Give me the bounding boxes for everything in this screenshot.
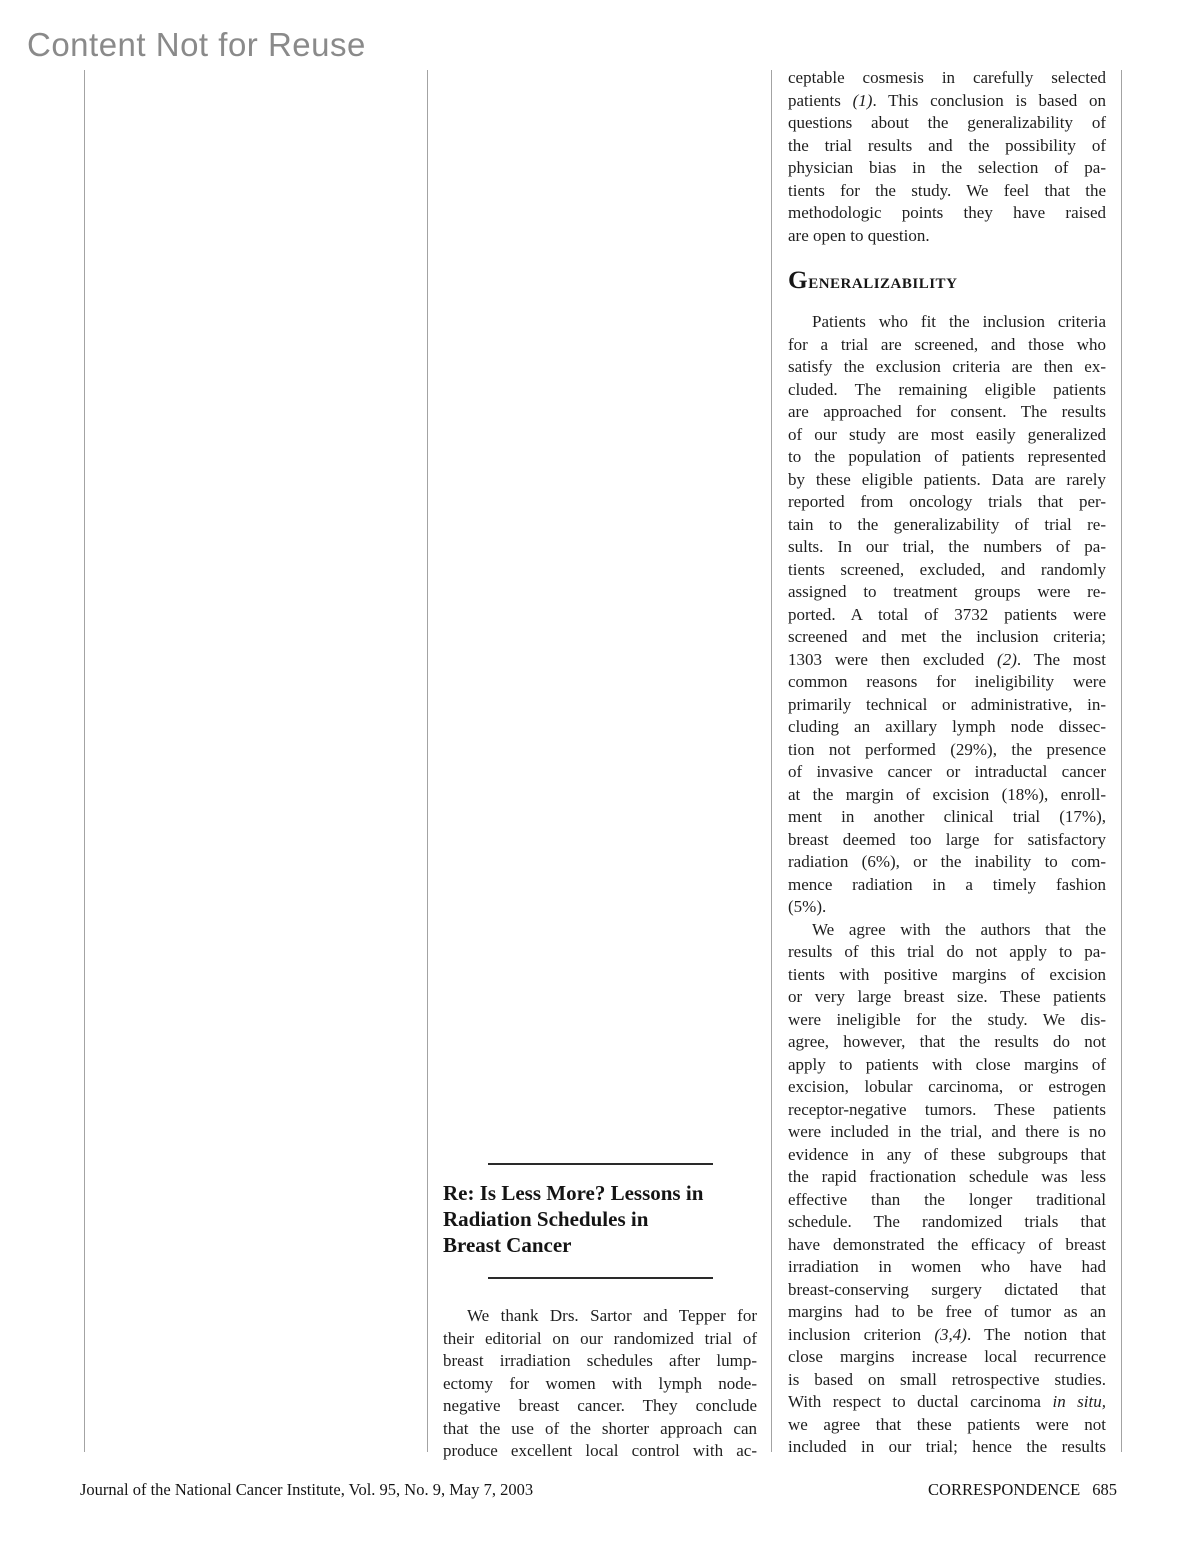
title-rule-top: [488, 1163, 713, 1165]
text-line: ceptable cosmesis in carefully selected: [788, 68, 1106, 87]
text-line: tain to the generalizability of trial re-: [788, 514, 1106, 534]
text-line: their editorial on our randomized trial of: [443, 1328, 757, 1348]
text-line: excision, lobular carcinoma, or estrogen: [788, 1077, 1106, 1096]
text-line: physician bias in the selection of pa-: [788, 158, 1106, 177]
text-line: close margins increase local recurrence: [788, 1347, 1106, 1366]
text-line: the trial results and the possibility of: [788, 135, 1106, 155]
paragraph: [788, 67, 1106, 247]
text-line: We agree with the authors that the: [812, 919, 1106, 939]
text-line: we agree that these patients were not: [788, 1414, 1106, 1434]
text-line: included in our trial; hence the results: [788, 1437, 1106, 1456]
text-line: to the population of patients represented: [788, 447, 1106, 466]
article-title-line: Radiation Schedules in: [443, 1207, 649, 1231]
text-line: of invasive cancer or intraductal cancer: [788, 762, 1106, 781]
column-rule-4: [1121, 70, 1122, 1452]
text-line: common reasons for ineligibility were: [788, 672, 1106, 691]
text-line: is based on small retrospective studies.: [788, 1369, 1106, 1389]
text-line: the rapid fractionation schedule was less: [788, 1167, 1106, 1186]
text-line: (5%).: [788, 897, 827, 916]
text-line: by these eligible patients. Data are rarely: [788, 469, 1106, 489]
paragraph: [443, 1305, 757, 1463]
article-title-line: Re: Is Less More? Lessons in: [443, 1181, 704, 1205]
text-line: 1303 were then excluded (2). The most: [788, 649, 1106, 669]
text-line: cluding an axillary lymph node dissec-: [788, 717, 1106, 736]
text-line: or very large breast size. These patients: [788, 987, 1106, 1006]
text-line: mence radiation in a timely fashion: [788, 874, 1106, 894]
page-number: 685: [1092, 1480, 1117, 1499]
text-line: With respect to ductal carcinoma in situ,: [788, 1392, 1106, 1411]
text-line: that the use of the shorter approach can: [443, 1418, 757, 1438]
text-line: radiation (6%), or the inability to com-: [788, 852, 1106, 871]
text-line: results of this trial do not apply to pa-: [788, 942, 1106, 961]
text-line: sults. In our trial, the numbers of pa-: [788, 537, 1106, 556]
watermark-text: Content Not for Reuse: [27, 26, 366, 63]
text-line: evidence in any of these subgroups that: [788, 1144, 1106, 1164]
column-rule-2: [427, 70, 428, 1452]
text-line: apply to patients with close margins of: [788, 1054, 1106, 1074]
text-line: tion not performed (29%), the presence: [788, 739, 1106, 759]
text-line: were included in the trial, and there is no: [788, 1122, 1106, 1141]
footer-right: [928, 1481, 1117, 1499]
text-line: receptor-negative tumors. These patients: [788, 1099, 1106, 1119]
text-line: questions about the generalizability of: [788, 113, 1106, 132]
column-rule-3: [771, 70, 772, 1452]
text-line: irradiation in women who have had: [788, 1257, 1106, 1276]
text-line: breast deemed too large for satisfactory: [788, 829, 1106, 849]
article-title-line: Breast Cancer: [443, 1233, 572, 1257]
article-title: [443, 1180, 757, 1258]
middle-column: [443, 1163, 757, 1463]
text-line: assigned to treatment groups were re-: [788, 582, 1106, 601]
right-column: [788, 67, 1106, 1459]
text-line: screened and met the inclusion criteria;: [788, 627, 1106, 646]
text-line: at the margin of excision (18%), enroll-: [788, 784, 1106, 804]
text-line: We thank Drs. Sartor and Tepper for: [467, 1306, 757, 1325]
column-rule-1: [84, 70, 85, 1452]
text-line: were ineligible for the study. We dis-: [788, 1009, 1106, 1029]
text-line: ectomy for women with lymph node-: [443, 1373, 757, 1393]
text-line: agree, however, that the results do not: [788, 1032, 1106, 1051]
text-line: Patients who fit the inclusion criteria: [812, 312, 1106, 331]
text-line: of our study are most easily generalized: [788, 424, 1106, 444]
text-line: produce excellent local control with ac-: [443, 1441, 757, 1460]
text-line: margins had to be free of tumor as an: [788, 1302, 1106, 1321]
text-line: ment in another clinical trial (17%),: [788, 807, 1106, 826]
footer: [80, 1481, 1117, 1501]
text-line: for a trial are screened, and those who: [788, 334, 1106, 354]
text-line: satisfy the exclusion criteria are then ex-: [788, 357, 1106, 376]
text-line: ported. A total of 3732 patients were: [788, 604, 1106, 624]
text-line: patients (1). This conclusion is based on: [788, 90, 1106, 110]
text-line: primarily technical or administrative, in-: [788, 694, 1106, 714]
text-line: effective than the longer traditional: [788, 1189, 1106, 1209]
section-heading: Generalizability: [788, 266, 958, 294]
text-line: schedule. The randomized trials that: [788, 1212, 1106, 1231]
text-line: are open to question.: [788, 225, 930, 245]
text-line: methodologic points they have raised: [788, 203, 1106, 222]
text-line: breast-conserving surgery dictated that: [788, 1279, 1106, 1299]
text-line: tients for the study. We feel that the: [788, 180, 1106, 200]
text-line: reported from oncology trials that per-: [788, 492, 1106, 511]
text-line: negative breast cancer. They conclude: [443, 1396, 757, 1415]
text-line: are approached for consent. The results: [788, 402, 1106, 421]
text-line: tients screened, excluded, and randomly: [788, 559, 1106, 579]
text-line: cluded. The remaining eligible patients: [788, 379, 1106, 399]
paragraph: [788, 919, 1106, 1459]
text-line: tients with positive margins of excision: [788, 964, 1106, 984]
text-line: inclusion criterion (3,4). The notion that: [788, 1324, 1106, 1344]
paragraph: [788, 311, 1106, 919]
journal-citation: Journal of the National Cancer Institute, Vol. 95, No. 9, May 7, 2003: [80, 1480, 534, 1499]
text-line: breast irradiation schedules after lump-: [443, 1351, 757, 1370]
title-rule-bottom: [488, 1277, 713, 1279]
text-line: have demonstrated the efficacy of breast: [788, 1234, 1106, 1254]
section-label: CORRESPONDENCE: [928, 1480, 1081, 1499]
